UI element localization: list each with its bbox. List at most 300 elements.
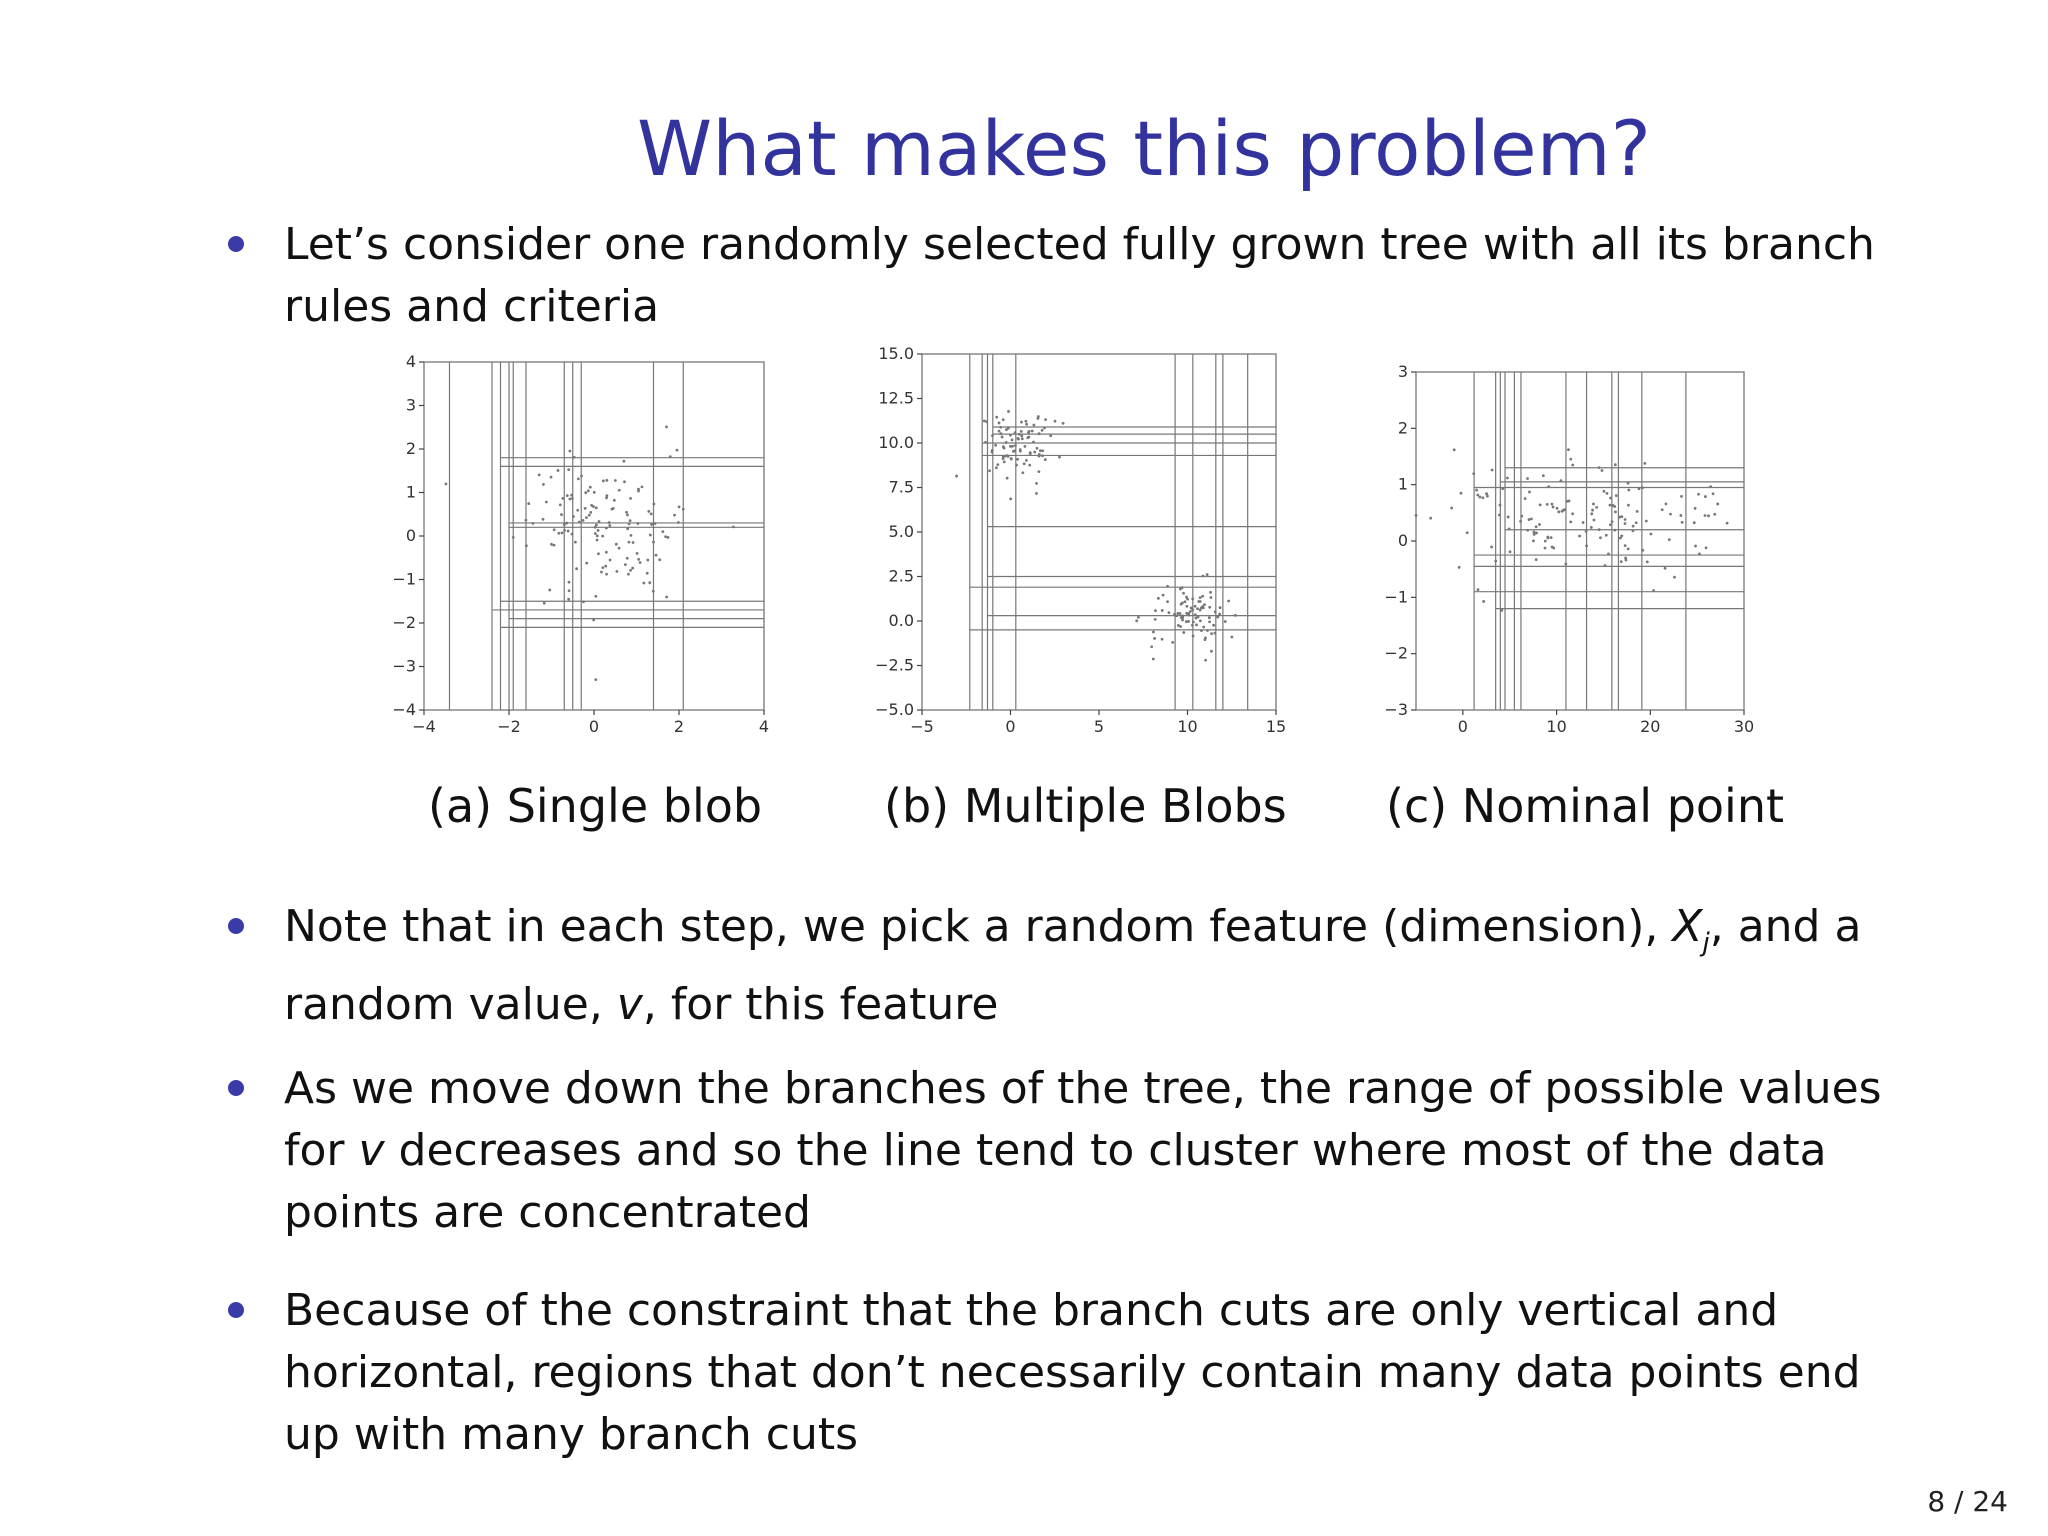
y-tick-label: −3 [1384,700,1408,719]
data-point [600,571,603,574]
data-point [605,573,608,576]
data-point [1538,523,1541,526]
y-tick-label: −4 [392,700,416,719]
data-point [629,569,632,572]
plot-frame [424,362,764,710]
data-point [1036,447,1039,450]
data-point [1208,606,1211,609]
data-point [1551,546,1554,549]
data-point [955,475,958,478]
data-point [1627,504,1630,507]
data-point [676,449,679,452]
data-point [1035,482,1038,485]
data-point [1533,533,1536,536]
data-point [574,541,577,544]
data-point [1661,508,1664,511]
data-point [1582,521,1585,524]
y-tick-label: 3 [405,395,416,415]
data-point [1157,597,1160,600]
value-var: v [358,1125,385,1176]
data-point [1539,504,1542,507]
data-point [665,425,668,428]
data-point [567,468,570,471]
data-point [1028,464,1031,467]
data-point [1021,471,1024,474]
x-tick-label: −4 [412,717,436,736]
data-point [584,491,587,494]
data-point [1466,531,1469,534]
data-point [542,518,545,521]
data-point [1460,492,1463,495]
data-point [1669,513,1672,516]
data-point [1150,645,1153,648]
data-point [1590,512,1593,515]
feature-var: X [1672,901,1703,952]
data-point [631,567,634,570]
data-point [983,420,986,423]
data-point [1037,470,1040,473]
data-point [1201,595,1204,598]
data-point [567,530,570,533]
data-point [1429,517,1432,520]
caption-b: (b) Multiple Blobs [884,779,1287,833]
data-point [1694,507,1697,510]
data-point [1556,507,1559,510]
data-point [1171,641,1174,644]
data-point [1195,623,1198,626]
data-point [1007,410,1010,413]
data-point [1704,514,1707,517]
bullet-dot-icon [228,1302,244,1318]
feature-var-sub: j [1702,927,1710,958]
data-point [1179,625,1182,628]
data-point [1182,631,1185,634]
data-point [641,485,644,488]
data-point [597,552,600,555]
data-point [1032,424,1035,427]
data-point [1023,462,1026,465]
data-point [596,539,599,542]
data-point [1476,494,1479,497]
bullet-3-text [284,1058,1888,1244]
bullet-dot-icon [228,1080,244,1096]
data-point [626,514,629,517]
data-point [1033,451,1036,454]
data-point [637,558,640,561]
data-point [627,573,630,576]
data-point [624,563,627,566]
data-point [1058,456,1061,459]
data-point [1491,469,1494,472]
data-point [1645,520,1648,523]
data-point [1620,515,1623,518]
data-point [550,476,553,479]
x-tick-label: 10 [1546,717,1567,736]
data-point [1614,463,1617,466]
data-point [605,551,608,554]
y-tick-label: 2.5 [888,566,914,586]
data-point [1593,519,1596,522]
data-point [1528,518,1531,521]
data-point [1054,420,1057,423]
data-point [632,541,635,544]
data-point [585,562,588,565]
data-point [1031,430,1034,433]
y-tick-label: 10.0 [878,433,914,452]
data-point [1601,469,1604,472]
data-point [593,491,596,494]
data-point [1569,458,1572,461]
x-tick-label: 10 [1177,717,1198,736]
data-point [594,678,597,681]
y-tick-label: 2 [405,439,416,458]
data-point [1161,609,1164,612]
data-point [1627,547,1630,550]
data-point [1681,521,1684,524]
data-point [1627,489,1630,492]
bullet-2-part-b: , and a random value, [284,901,1862,1030]
data-point [1726,522,1729,525]
data-point [998,430,1001,433]
data-point [1037,415,1040,418]
data-point [1019,450,1022,453]
bullet-2-part-c: , for this feature [642,978,999,1030]
data-point [550,543,553,546]
data-point [646,559,649,562]
data-point [1475,489,1478,492]
data-point [1035,492,1038,495]
data-point [1609,504,1612,507]
data-point [1528,491,1531,494]
data-point [1571,512,1574,515]
data-point [1212,624,1215,627]
data-point [557,469,560,472]
data-point [996,463,999,466]
data-point [561,532,564,535]
data-point [1646,560,1649,563]
x-tick-label: 5 [1093,717,1105,736]
y-tick-label: 15.0 [878,344,914,363]
data-point [615,570,618,573]
data-point [585,516,588,519]
data-point [618,489,621,492]
page-number: 8 / 24 [1927,1485,2008,1518]
data-point [1546,537,1549,540]
data-point [1569,520,1572,523]
data-point [1625,559,1628,562]
y-tick-label: 4 [405,352,416,371]
data-point [1208,620,1211,623]
data-point [1039,449,1042,452]
data-point [587,489,590,492]
data-point [1712,492,1715,495]
data-point [1450,507,1453,510]
data-point [1181,619,1184,622]
x-tick-label: 2 [673,717,685,736]
data-point [566,494,569,497]
data-point [618,547,621,550]
data-point [1204,659,1207,662]
data-point [601,566,604,569]
data-point [1592,503,1595,506]
data-point [445,482,448,485]
data-point [588,514,591,517]
data-point [1161,638,1164,641]
data-point [1024,445,1027,448]
data-point [1152,631,1155,634]
data-point [1003,461,1006,464]
data-point [655,554,658,557]
y-tick-label: 0.0 [888,611,914,630]
data-point [1025,420,1028,423]
data-point [1482,600,1485,603]
data-point [1415,514,1418,517]
chart-nominal-point [1360,358,1780,746]
data-point [1049,434,1052,437]
data-point [1535,558,1538,561]
data-point [642,582,645,585]
figure-a [380,346,800,746]
data-point [568,581,571,584]
data-point [1199,609,1202,612]
data-point [1152,658,1155,661]
data-point [639,561,642,564]
data-point [1203,603,1206,606]
x-tick-label: 0 [1005,717,1016,736]
data-point [1544,547,1547,550]
data-point [1694,545,1697,548]
data-point [1224,620,1227,623]
y-tick-label: 3 [1397,362,1408,381]
data-point [1154,618,1157,621]
data-point [646,572,649,575]
data-point [1210,632,1213,635]
data-point [629,497,632,500]
x-tick-label: 30 [1733,717,1755,736]
data-point [1532,539,1535,542]
data-point [1453,448,1456,451]
data-point [1182,592,1185,595]
data-point [608,524,611,527]
data-point [584,507,587,510]
figure-c [1360,358,1780,746]
bullet-3-part-b: decreases and so the line tend to cluster where most of the data points are concentrated [284,1125,1827,1238]
data-point [1535,532,1538,535]
x-tick-label: 15 [1265,717,1287,736]
data-point [609,559,612,562]
data-point [1693,521,1696,524]
data-point [597,529,600,532]
data-point [1590,526,1593,529]
y-tick-label: 1 [405,482,416,502]
data-point [1162,594,1165,597]
data-point [665,596,668,599]
data-point [1546,503,1549,506]
data-point [1190,607,1193,610]
data-point [1599,536,1602,539]
data-point [594,595,597,598]
data-point [1704,495,1707,498]
data-point [1227,600,1230,603]
data-point [1154,609,1157,612]
data-point [605,479,608,482]
data-point [1535,525,1538,528]
data-point [1636,510,1639,513]
bullet-2-part-a: Note that in each step, we pick a random feature (dimension), [284,901,1673,952]
data-point [661,530,664,533]
data-point [650,513,653,516]
data-point [1509,550,1512,553]
data-point [1062,422,1065,425]
data-point [1595,506,1598,509]
data-point [559,503,562,506]
y-tick-label: −5.0 [875,700,914,719]
data-point [1006,477,1009,480]
data-point [998,422,1001,425]
bullet-2-text [284,896,1888,1036]
data-point [1713,513,1716,516]
data-point [1481,496,1484,499]
data-point [1632,525,1635,528]
data-point [1204,637,1207,640]
data-point [1179,588,1182,591]
data-point [667,536,670,539]
data-point [1194,605,1197,608]
y-tick-label: −2 [392,613,416,632]
data-point [1020,421,1023,424]
data-point [1044,458,1047,461]
data-point [1011,445,1014,448]
data-point [1650,533,1653,536]
data-point [1624,544,1627,547]
plot-frame [1416,372,1744,710]
bullet-3-part-a: As we move down the branches of the tree, the range of possible values for [284,1063,1882,1176]
data-point [1542,474,1545,477]
data-point [995,466,998,469]
data-point [1135,619,1138,622]
data-point [1011,438,1014,441]
data-point [542,483,545,486]
data-point [1202,626,1205,629]
data-point [595,506,598,509]
data-point [590,504,593,507]
data-point [628,541,631,544]
data-point [1186,598,1189,601]
data-point [673,514,676,517]
data-point [568,589,571,592]
data-point [1635,521,1638,524]
data-point [577,477,580,480]
data-point [1210,596,1213,599]
data-point [995,416,998,419]
x-tick-label: 20 [1640,717,1661,736]
data-point [1199,596,1202,599]
data-point [649,534,652,537]
y-tick-label: −2 [1384,643,1408,663]
data-point [560,513,563,516]
y-tick-label: 7.5 [888,477,914,497]
data-point [568,450,571,453]
data-point [1210,650,1213,653]
data-point [1615,494,1618,497]
data-point [1557,510,1560,513]
data-point [1199,619,1202,622]
y-tick-label: 12.5 [878,388,914,408]
data-point [636,552,639,555]
data-point [1705,546,1708,549]
data-point [1230,636,1233,639]
chart-single-blob [380,346,800,746]
data-point [548,589,551,592]
x-tick-label: −2 [497,717,521,736]
data-point [538,473,541,476]
data-point [1028,436,1031,439]
data-point [576,509,579,512]
x-tick-label: −5 [910,717,934,736]
data-point [589,486,592,489]
data-point [1041,429,1044,432]
data-point [622,460,625,463]
data-point [1003,447,1006,450]
data-point [553,528,556,531]
value-var: v [616,978,643,1030]
data-point [1206,573,1209,576]
chart-multiple-blobs [860,342,1310,746]
data-point [553,544,556,547]
data-point [1664,567,1667,570]
y-tick-label: −1 [392,569,416,589]
data-point [1168,611,1171,614]
data-point [1526,477,1529,480]
data-point [1697,493,1700,496]
data-point [612,507,615,510]
data-point [1016,458,1019,461]
data-point [678,505,681,508]
data-point [626,557,629,560]
y-tick-label: 1 [1397,474,1408,494]
data-point [1624,518,1627,521]
data-point [1028,430,1031,433]
data-point [1017,438,1020,441]
data-point [596,534,599,537]
y-tick-label: 0 [1397,531,1408,550]
data-point [1166,600,1169,603]
data-point [1020,435,1023,438]
data-point [601,535,604,538]
y-tick-label: −2.5 [875,655,914,675]
data-point [1591,509,1594,512]
data-point [1506,477,1509,480]
data-point [988,469,991,472]
data-point [1680,495,1683,498]
data-point [1603,490,1606,493]
bullet-dot-icon [228,236,244,252]
data-point [543,602,546,605]
data-point [1614,510,1617,513]
data-point [1716,503,1719,506]
data-point [1002,418,1005,421]
data-point [1490,546,1493,549]
data-point [1209,591,1212,594]
caption-a: (a) Single blob [428,779,763,833]
bullet-dot-icon [228,918,244,934]
y-tick-label: −1 [1384,587,1408,607]
data-point [1605,534,1608,537]
data-point [557,532,560,535]
data-point [1552,506,1555,509]
data-point [1707,514,1710,517]
data-point [1186,605,1189,608]
